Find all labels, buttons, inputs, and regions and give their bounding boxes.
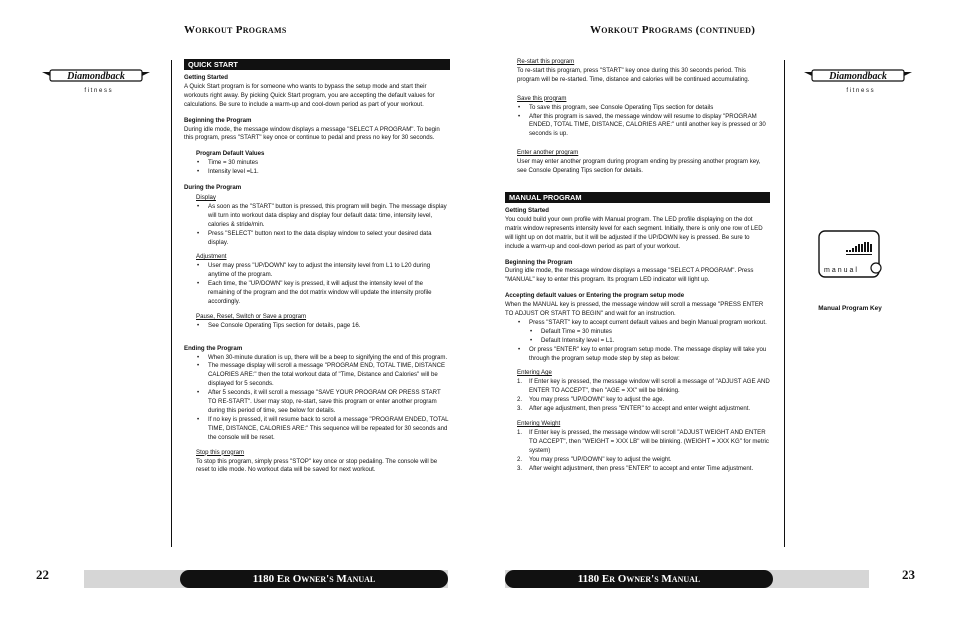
accept-item — [517, 319, 770, 346]
save-subheading: Save this program — [517, 94, 567, 102]
restart-subheading: Re-start this program — [517, 58, 575, 65]
during-heading: During the Program — [184, 184, 242, 192]
beginning-text: During idle mode, the message window displays a message "SELECT A PROGRAM". To begin this program, press "START" key once or continue to pedal and press no key for 30 seconds. — [184, 125, 440, 142]
manual-program-key-illustration — [818, 230, 882, 278]
ending-item: • If no key is pressed, it will resume back to scroll a message "PROGRAM ENDED, TOTAL TIME, DISTANCE, CALORIES ARE:" This sequence will be repeated for 30 seconds and the console will be reset. — [196, 416, 450, 443]
brand-logo-right — [802, 68, 912, 108]
left-section-title: Workout Programs — [184, 24, 287, 36]
getting-started-text: A Quick Start program is for someone who wants to bypass the setup mode and start their workouts right away. By picking Quick Start program, you are accepting the default values for calculations. Be sure to include a warm-up and cool-down period as part of your workout. — [184, 82, 435, 108]
adjustment-subheading: Adjustment — [196, 253, 227, 261]
age-step: 2. You may press "UP/DOWN" key to adjust the age. — [517, 396, 665, 404]
weight-step: 1. If Enter key is pressed, the message window will scroll "ADJUST WEIGHT AND ENTER TO ACCEPT", then "WEIGHT = XXX LB" will be blinking. (WEIGHT = XXX KG" for metric system) — [517, 428, 769, 454]
adjust-item: • Each time, the "UP/DOWN" key is pressed, it will adjust the intensity level of the remaining of the program and the dot matrix window will update the intensity profile accordingly. — [196, 280, 450, 307]
defaults-heading: Program Default Values — [196, 150, 265, 158]
accept-sub-item: • Default Time = 30 minutes — [529, 328, 770, 337]
stop-subheading: Stop this program — [196, 448, 245, 456]
right-footer-title: 1180 Er Owner's Manual — [505, 570, 773, 588]
weight-step: 2. You may press "UP/DOWN" key to adjust the weight. — [517, 455, 672, 463]
left-page-number: 22 — [36, 567, 49, 582]
stop-text: To stop this program, simply press "STOP" key once or stop pedaling. The console will be reset to idle mode. No workout data will be saved for next workout. — [196, 457, 438, 474]
right-section-title: Workout Programs (continued) — [590, 24, 756, 36]
beginning-heading: Beginning the Program — [184, 116, 252, 124]
restart-text: To re-start this program, press "START" key once during this 30 seconds period. This program will be re-started. Time, distance and calories will be continued accumulating. — [517, 66, 750, 83]
logo-brand-text: Diamondback — [829, 71, 887, 82]
weight-subheading: Entering Weight — [517, 420, 561, 427]
logo-brand-text: Diamondback — [67, 71, 125, 82]
logo-sub-text: f i t n e s s — [84, 88, 112, 94]
getting-started-heading: Getting Started — [184, 74, 229, 81]
accept-text: When the MANUAL key is pressed, the message window will scroll a message "PRESS ENTER TO ADJUST OR START TO BEGIN" and wait for an instruction. — [505, 301, 764, 318]
accept-sub-item: • Default Intensity level = L1. — [529, 337, 770, 346]
display-item: • Press "SELECT" button next to the data display window to select your desired data display. — [196, 230, 450, 248]
brand-logo-left — [40, 68, 150, 108]
right-margin-rule — [784, 60, 785, 547]
logo-sub-text: f i t n e s s — [846, 88, 874, 94]
adjust-item: • User may press "UP/DOWN" key to adjust the intensity level from L1 to L20 during anytime of the program. — [196, 262, 450, 280]
right-column — [505, 58, 770, 473]
display-subheading: Display — [196, 193, 216, 201]
manual-program-bar: MANUAL PROGRAM — [505, 192, 770, 203]
enter-another-text: User may enter another program during program ending by pressing another program key, see Console Operating Tips section for details. — [517, 158, 761, 175]
manual-getting-started-heading: Getting Started — [505, 206, 550, 214]
accept-heading: Accepting default values or Entering the program setup mode — [505, 292, 685, 300]
manual-key-label: manual — [824, 267, 859, 274]
accept-item: • Or press "ENTER" key to enter program setup mode. The message display will take you through the program setup mode step by step as below: — [517, 346, 770, 364]
enter-another-subheading: Enter another program — [517, 149, 579, 157]
ending-item: • After 5 seconds, it will scroll a message "SAVE YOUR PROGRAM OR PRESS START TO RE-START". User may stop, re-start, save this program or enter another program during this period of time, see below for details. — [196, 389, 450, 416]
pause-subheading: Pause, Reset, Switch or Save a program — [196, 312, 307, 320]
ending-item: • The message display will scroll a message "PROGRAM END, TOTAL TIME, DISTANCE CALORIES ARE:" then the total workout data of "Time, Distance and Calories" will be displayed for 5 seconds. — [196, 362, 450, 389]
defaults-item: • Time = 30 minutes — [196, 159, 450, 168]
manual-key-caption: Manual Program Key — [818, 305, 882, 312]
save-item: • After this program is saved, the message window will resume to display "PROGRAM ENDED, TOTAL TIME, DISTANCE, CALORIES ARE:" until another key is pressed or 30 seconds is up. — [517, 113, 770, 140]
right-page-number: 23 — [902, 567, 915, 582]
defaults-item: • Intensity level =L1. — [196, 168, 450, 177]
left-margin-rule — [171, 60, 172, 547]
ending-item: • When 30-minute duration is up, there will be a beep to signifying the end of this program. — [196, 354, 450, 363]
manual-key-icon — [818, 230, 888, 280]
pause-item: • See Console Operating Tips section for details, page 16. — [196, 322, 450, 331]
left-footer-title: 1180 Er Owner's Manual — [180, 570, 448, 588]
age-step: 1. If Enter key is pressed, the message window will scroll a message of "ADJUST AGE AND ENTER TO ACCEPT", then "AGE = XX" will be blinking. — [517, 378, 770, 395]
age-step: 3. After age adjustment, then press "ENTER" to accept and enter weight adjustment. — [517, 405, 751, 413]
manual-beginning-heading: Beginning the Program — [505, 258, 573, 266]
weight-step: 3. After weight adjustment, then press "ENTER" to accept and enter Time adjustment. — [517, 464, 754, 472]
accept-item-text: Press "START" key to accept current default values and begin Manual program workout. — [529, 318, 767, 326]
quick-start-bar: QUICK START — [184, 59, 450, 70]
manual-getting-started-text: You could build your own profile with Manual program. The LED profile displaying on the dot matrix window represents intensity level for each segment. Initially, there is only one row of LED will light up on dot matrix, but it will be adjusted if the UP/DOWN key is pressed. Be sure to include a warm-up and cool-down period as part of your workout. — [505, 215, 763, 250]
age-subheading: Entering Age — [517, 369, 552, 377]
save-item: • To save this program, see Console Operating Tips section for details — [517, 104, 770, 113]
ending-heading: Ending the Program — [184, 344, 243, 352]
display-item: • As soon as the "START" button is pressed, this program will begin. The message display will turn into workout data display and display four default data: time, intensity level, calories & stride/min. — [196, 203, 450, 230]
manual-beginning-text: During idle mode, the message window displays a message "SELECT A PROGRAM". Press "MANUAL" key to enter this program. Its program LED indicator will light up. — [505, 267, 754, 284]
left-column — [184, 59, 450, 475]
